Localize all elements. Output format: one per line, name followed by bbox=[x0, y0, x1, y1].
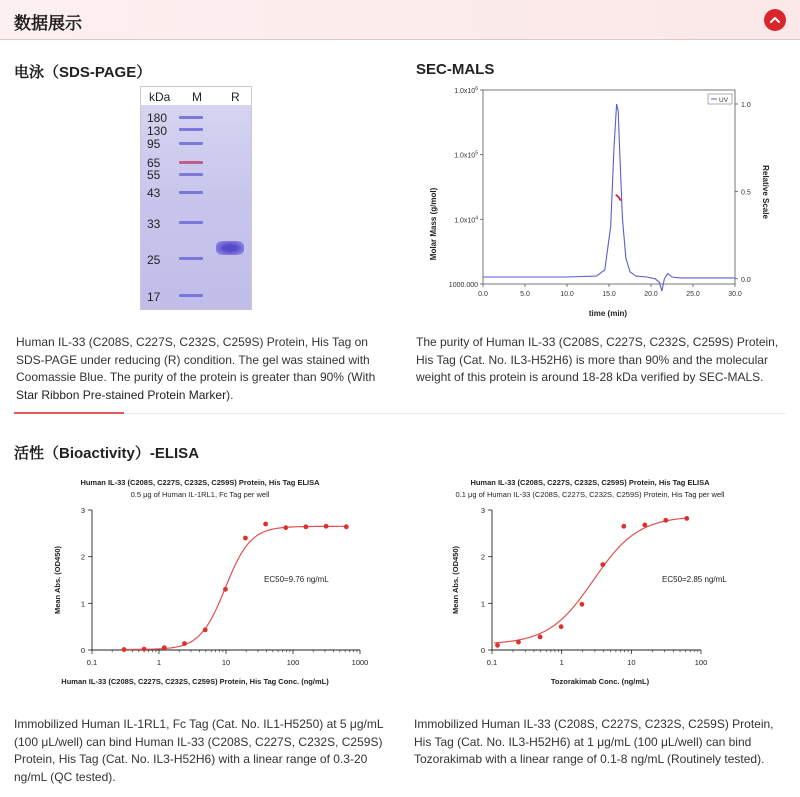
divider-accent bbox=[14, 412, 124, 414]
elisa1-x-tick-label: 10 bbox=[221, 658, 231, 667]
sds-desc-text: Human IL-33 (C208S, C227S, C232S, C259S) Protein, His Tag on SDS-PAGE under reducing (R) condition. The gel was stained with Coomassie Blue. The purity of the protein is greater than 90% (With bbox=[16, 335, 376, 384]
elisa1-data-point bbox=[324, 524, 329, 529]
elisa2-y-tick-label: 0 bbox=[480, 646, 485, 655]
marker-band bbox=[179, 257, 203, 260]
sds-page-title: 电泳（SDS-PAGE） bbox=[14, 64, 152, 81]
elisa1-data-point bbox=[162, 645, 167, 650]
marker-band bbox=[179, 116, 203, 119]
elisa1-y-axis-label: Mean Abs. (OD450) bbox=[53, 545, 62, 615]
elisa2-data-point bbox=[642, 523, 647, 528]
elisa1-ec50: EC50=9.76 ng/mL bbox=[264, 575, 329, 584]
sec-mals-chart bbox=[420, 84, 790, 324]
sds-desc-end: ). bbox=[226, 387, 234, 402]
sec-x-axis-label: time (min) bbox=[588, 309, 628, 318]
sec-x-ticks bbox=[478, 284, 742, 298]
marker-band bbox=[179, 161, 203, 164]
elisa2-description: Immobilized Human IL-33 (C208S, C227S, C232S, C259S) Protein, His Tag (Cat. No. IL3-H52H6) at 1 μg/mL (100 μL/well) can bind Tozorakimab with a linear range of 0.1-8 ng/mL (Routinely tested). bbox=[414, 717, 774, 766]
elisa1-x-tick-label: 100 bbox=[286, 658, 300, 667]
gel-sample-lane-label: R bbox=[231, 90, 240, 104]
elisa1-data-point bbox=[283, 525, 288, 530]
marker-band bbox=[179, 128, 203, 131]
elisa1-x-tick-label: 1 bbox=[156, 658, 162, 667]
marker-label: 43 bbox=[147, 186, 161, 200]
elisa2-subtitle: 0.1 μg of Human IL-33 (C208S, C227S, C232S, C259S) Protein, His Tag per well bbox=[455, 490, 725, 499]
elisa2-x-tick-label: 0.1 bbox=[486, 658, 498, 667]
elisa1-y-tick-label: 2 bbox=[80, 552, 85, 562]
sec-x-tick-label: 5.0 bbox=[520, 291, 530, 298]
sds-page-description bbox=[16, 334, 388, 404]
sec-x-tick-label: 0.0 bbox=[478, 291, 488, 298]
sec-x-tick-label: 10.0 bbox=[560, 291, 574, 298]
elisa1-data-point bbox=[182, 641, 187, 646]
elisa2-fit-curve bbox=[494, 518, 687, 643]
elisa2-data-point bbox=[538, 635, 543, 640]
elisa1-y-tick-label: 1 bbox=[80, 599, 85, 609]
marker-label: 25 bbox=[147, 253, 161, 267]
elisa1-y-tick-label: 3 bbox=[80, 506, 85, 515]
marker-label: 65 bbox=[147, 156, 161, 170]
elisa2-y-tick-label: 2 bbox=[480, 552, 485, 562]
marker-product-link[interactable]: Star Ribbon Pre-stained Protein Marker bbox=[16, 387, 227, 402]
sec-legend-label: UV bbox=[719, 97, 729, 104]
sec-y2-tick-label: 0.5 bbox=[741, 189, 751, 197]
marker-label: 95 bbox=[147, 137, 161, 151]
elisa2-x-tick-label: 10 bbox=[627, 658, 636, 667]
sec-mals-title: SEC-MALS bbox=[416, 61, 495, 78]
sec-x-tick-label: 20.0 bbox=[644, 291, 658, 298]
sec-y2-axis-label: Relative Scale bbox=[761, 165, 770, 219]
elisa2-data-point bbox=[559, 624, 564, 629]
elisa1-title: Human IL-33 (C208S, C227S, C232S, C259S) Protein, His Tag ELISA bbox=[80, 478, 320, 487]
elisa2-ec50: EC50=2.85 ng/mL bbox=[662, 575, 727, 584]
elisa2-data-point bbox=[663, 518, 668, 523]
elisa1-data-point bbox=[263, 522, 268, 527]
section-header bbox=[0, 0, 800, 40]
sec-y-tick-label: 1000.000 bbox=[448, 282, 478, 289]
elisa1-x-tick-label: 1000 bbox=[351, 658, 369, 667]
elisa1-data-point bbox=[243, 536, 248, 541]
marker-label: 130 bbox=[147, 124, 168, 138]
elisa1-data-point bbox=[142, 647, 147, 652]
sec-y2-tick-label: 1.0 bbox=[741, 101, 751, 109]
sample-band bbox=[216, 241, 244, 255]
elisa2-x-tick-label: 1 bbox=[559, 658, 564, 667]
sec-y-tick-label: $1.0x10^4$ bbox=[454, 215, 478, 225]
elisa2-data-point bbox=[580, 602, 585, 607]
elisa1-data-point bbox=[223, 587, 228, 592]
sec-mals-description: The purity of Human IL-33 (C208S, C227S, C232S, C259S) Protein, His Tag (Cat. No. IL3-H52H6) is more than 90% and the molecular weight of this protein is around 18-28 kDa verified by SEC-MALS. bbox=[416, 335, 779, 384]
elisa2-y-tick-label: 1 bbox=[480, 599, 485, 609]
elisa2-data-point bbox=[684, 516, 689, 521]
elisa1-data-point bbox=[122, 647, 127, 652]
elisa1-y-tick-label: 0 bbox=[80, 646, 85, 655]
sec-x-tick-label: 25.0 bbox=[686, 291, 700, 298]
elisa2-x-axis-label: Tozorakimab Conc. (ng/mL) bbox=[550, 677, 650, 686]
elisa1-data-point bbox=[203, 628, 208, 633]
sec-y-axis-label: Molar Mass (g/mol) bbox=[429, 187, 438, 261]
elisa2-y-tick-label: 3 bbox=[480, 506, 485, 515]
marker-band bbox=[179, 173, 203, 176]
elisa2-axes bbox=[481, 506, 707, 667]
sds-gel-image bbox=[140, 86, 252, 310]
gel-kda-header: kDa bbox=[149, 90, 171, 104]
elisa2-x-tick-label: 100 bbox=[694, 658, 708, 667]
elisa-chart-2 bbox=[440, 472, 785, 692]
elisa2-data-point bbox=[600, 562, 605, 567]
sec-y-tick-label: $1.0x10^6$ bbox=[454, 86, 478, 95]
marker-band bbox=[179, 294, 203, 297]
elisa1-axes bbox=[81, 506, 369, 667]
elisa2-title: Human IL-33 (C208S, C227S, C232S, C259S) Protein, His Tag ELISA bbox=[470, 478, 710, 487]
elisa1-data-point bbox=[344, 524, 349, 529]
sec-x-tick-label: 15.0 bbox=[602, 291, 616, 298]
elisa1-subtitle: 0.5 μg of Human IL-1RL1, Fc Tag per well bbox=[130, 490, 270, 499]
elisa2-data-point bbox=[516, 640, 521, 645]
elisa1-x-tick-label: 0.1 bbox=[86, 658, 98, 667]
marker-label: 55 bbox=[147, 168, 161, 182]
elisa1-data-point bbox=[304, 524, 309, 529]
marker-band bbox=[179, 191, 203, 194]
marker-label: 33 bbox=[147, 217, 161, 231]
elisa2-data-point bbox=[621, 524, 626, 529]
section-divider bbox=[14, 413, 786, 414]
sec-y-ticks bbox=[449, 86, 483, 289]
sec-y2-tick-label: 0.0 bbox=[741, 276, 751, 284]
elisa2-y-axis-label: Mean Abs. (OD450) bbox=[451, 545, 460, 615]
marker-band bbox=[179, 221, 203, 224]
marker-band bbox=[179, 142, 203, 145]
sec-x-tick-label: 30.0 bbox=[728, 291, 742, 298]
sec-plot-frame bbox=[483, 90, 735, 284]
collapse-button[interactable] bbox=[764, 9, 786, 31]
chevron-up-icon bbox=[769, 14, 781, 26]
elisa1-fit-curve bbox=[121, 526, 346, 649]
section-title: 数据展示 bbox=[14, 14, 82, 33]
elisa1-points bbox=[122, 522, 349, 652]
bioactivity-title: 活性（Bioactivity）-ELISA bbox=[14, 445, 200, 462]
elisa1-description: Immobilized Human IL-1RL1, Fc Tag (Cat. No. IL1-H5250) at 5 μg/mL (100 μL/well) can bind Human IL-33 (C208S, C227S, C232S, C259S) Protein, His Tag (Cat. No. IL3-H52H6) with a linear range of 0.3-20 ng/mL (QC tested). bbox=[14, 717, 384, 784]
marker-label: 180 bbox=[147, 111, 168, 125]
elisa1-x-axis-label: Human IL-33 (C208S, C227S, C232S, C259S) Protein, His Tag Conc. (ng/mL) bbox=[61, 677, 329, 686]
sec-y2-ticks bbox=[735, 102, 751, 284]
marker-label: 17 bbox=[147, 290, 161, 304]
elisa2-data-point bbox=[495, 643, 500, 648]
gel-marker-lane-label: M bbox=[192, 90, 202, 104]
sec-y-tick-label: $1.0x10^5$ bbox=[454, 150, 478, 160]
elisa-chart-1 bbox=[40, 472, 380, 692]
